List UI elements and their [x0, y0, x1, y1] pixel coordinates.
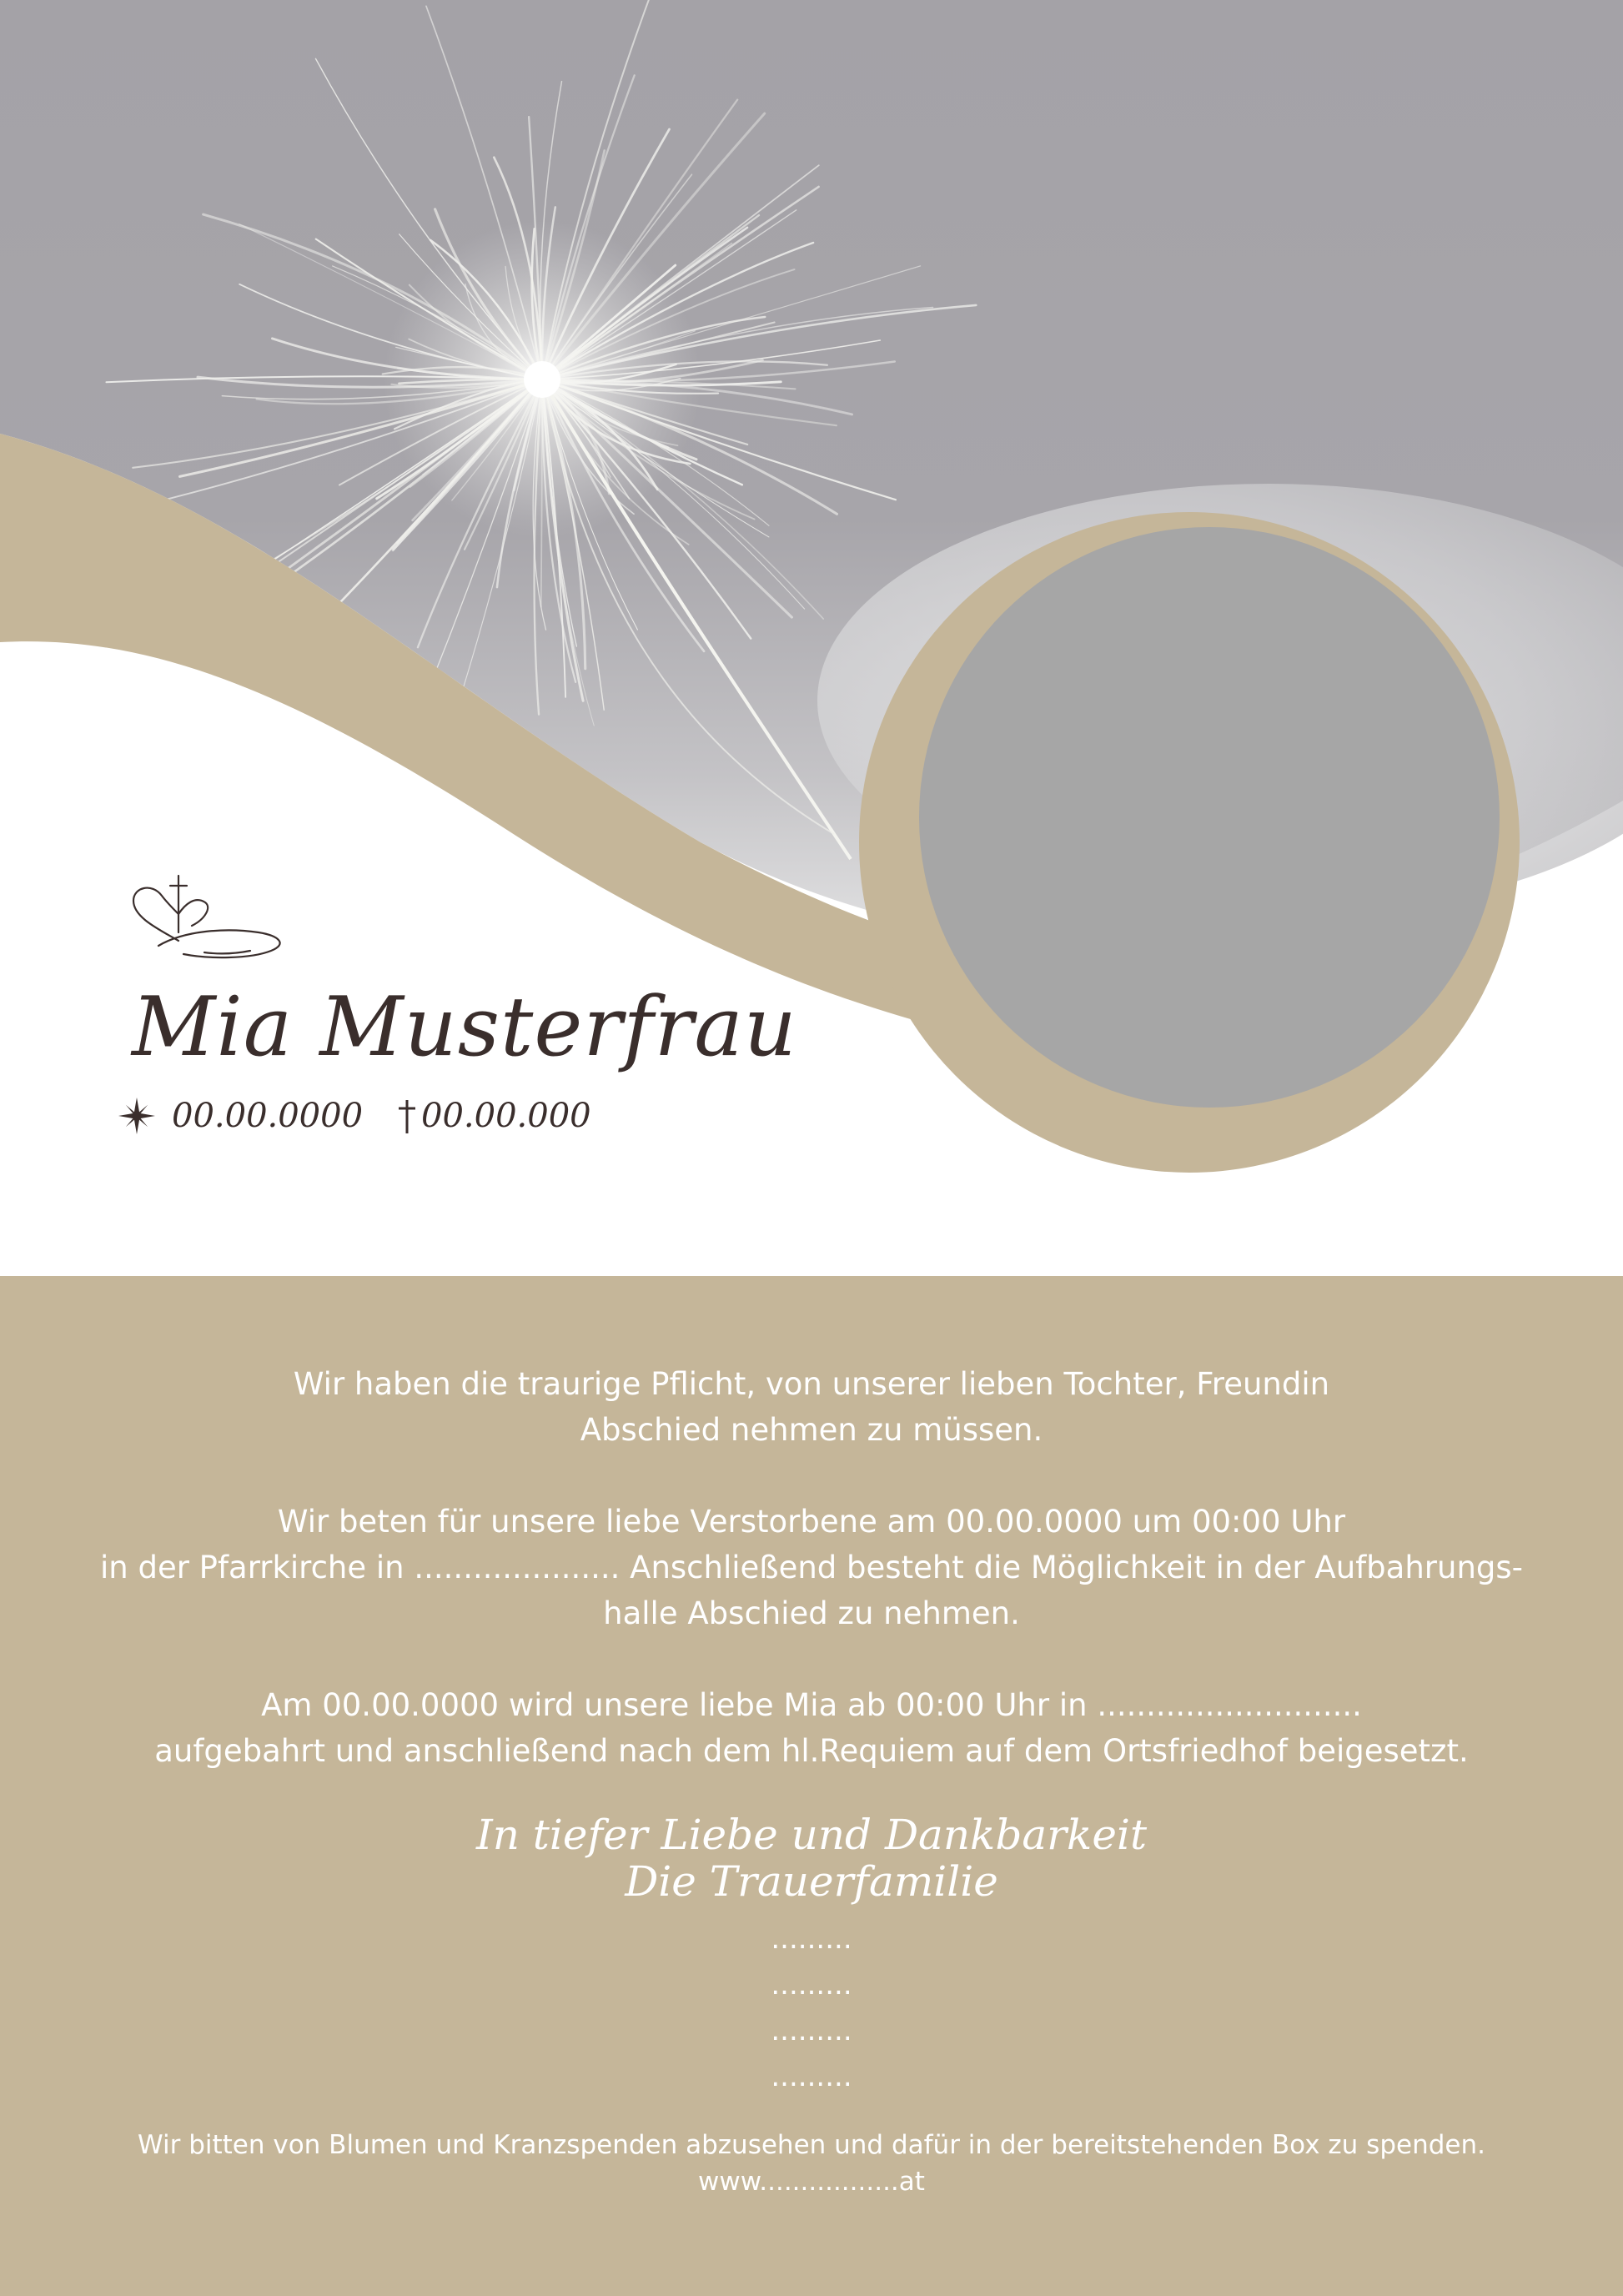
cross-icon [396, 1098, 418, 1133]
notice-paragraph-1 [50, 1361, 1573, 1453]
mourner-item: ......... [771, 1922, 852, 1956]
closing-line-1: In tiefer Liebe und Dankbarkeit [475, 1811, 1148, 1859]
notice-line: Am 00.00.0000 wird unsere liebe Mia ab 00:00 Uhr in ........................... [261, 1687, 1362, 1723]
portrait-placeholder[interactable] [919, 527, 1500, 1108]
notice-line: Abschied nehmen zu müssen. [580, 1412, 1043, 1448]
notice-line: Wir haben die traurige Pflicht, von unserer lieben Tochter, Freundin [293, 1366, 1330, 1402]
life-dates [118, 1091, 591, 1141]
notice-line: aufgebahrt und anschließend nach dem hl.Requiem auf dem Ortsfriedhof beigesetzt. [154, 1733, 1469, 1769]
notice-panel [0, 1276, 1623, 2296]
cross-heart-icon [125, 867, 292, 976]
birth-date: 00.00.0000 [172, 1097, 364, 1135]
notice-line: halle Abschied zu nehmen. [603, 1595, 1020, 1631]
closing-line-2: Die Trauerfamilie [625, 1857, 998, 1906]
star-icon [118, 1098, 155, 1134]
notice-line: Wir beten für unsere liebe Verstorbene am 00.00.0000 um 00:00 Uhr [277, 1504, 1346, 1540]
notice-paragraph-3 [50, 1682, 1573, 1774]
mourner-item: ......... [771, 1968, 852, 2002]
closing-text [50, 1811, 1573, 1905]
footer-note [50, 2127, 1573, 2200]
mourner-list [50, 1917, 1573, 2100]
mourner-item: ......... [771, 2060, 852, 2093]
notice-line: in der Pfarrkirche in ..................... Anschließend besteht die Möglichkeit in der Aufbahrungs- [99, 1550, 1524, 1585]
deceased-name: Mia Musterfrau [132, 980, 797, 1075]
notice-paragraph-2 [50, 1499, 1573, 1636]
mourner-item: ......... [771, 2014, 852, 2047]
donation-note: Wir bitten von Blumen und Kranzspenden abzusehen und dafür in der bereitstehenden Box zu spenden. [138, 2130, 1485, 2160]
website-link[interactable]: www.................at [698, 2167, 925, 2197]
death-date: 00.00.000 [421, 1097, 591, 1135]
